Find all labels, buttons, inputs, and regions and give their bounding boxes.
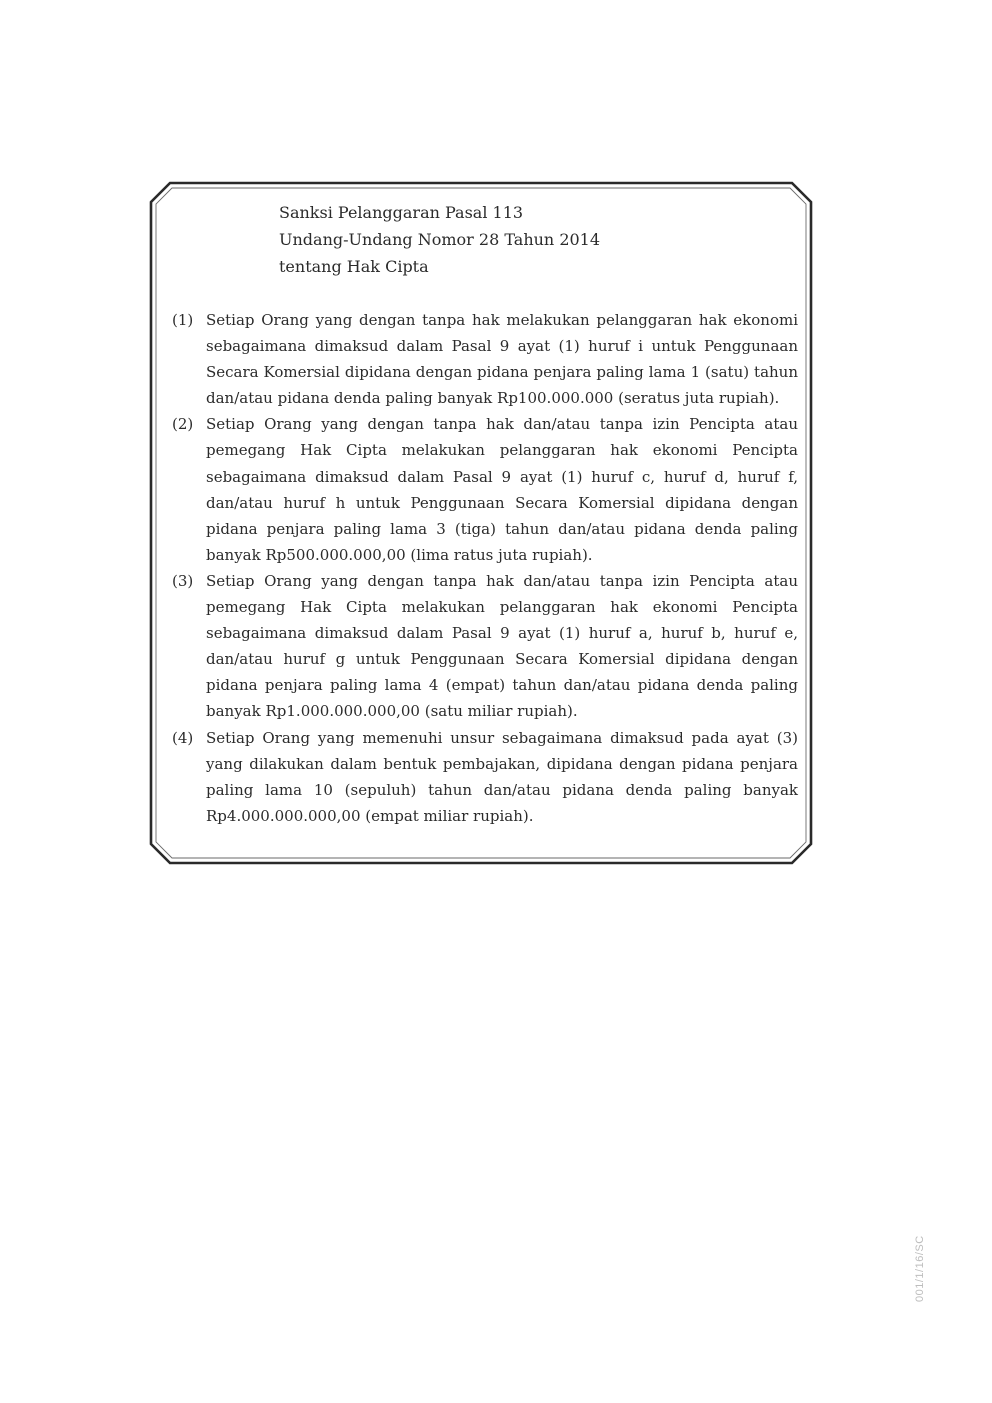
sanction-list [172,307,798,829]
item-text: Setiap Orang yang dengan tanpa hak dan/atau tanpa izin Pencipta atau pemegang Hak Cipta melakukan pelanggaran hak ekonomi Pencipta sebagaimana dimaksud dalam Pasal 9 ayat (1) huruf a, huruf b, huruf e, dan/atau huruf g untuk Penggunaan Secara Komersial dipidana dengan pidana penjara paling lama 4 (empat) tahun dan/atau pidana denda paling banyak Rp1.000.000.000,00 (satu miliar rupiah). [206,571,798,721]
side-print-code: 001/1/16/SC [914,1235,926,1302]
item-text: Setiap Orang yang dengan tanpa hak melakukan pelanggaran hak ekonomi sebagaimana dimaksud dalam Pasal 9 ayat (1) huruf i untuk Penggunaan Secara Komersial dipidana dengan pidana penjara paling lama 1 (satu) tahun dan/atau pidana denda paling banyak Rp100.000.000 (seratus juta rupiah). [206,311,798,408]
item-number: (4) [172,728,194,747]
item-text: Setiap Orang yang dengan tanpa hak dan/atau tanpa izin Pencipta atau pemegang Hak Cipta melakukan pelanggaran hak ekonomi Pencipta sebagaimana dimaksud dalam Pasal 9 ayat (1) huruf c, huruf d, huruf f, dan/atau huruf h untuk Penggunaan Secara Komersial dipidana dengan pidana penjara paling lama 3 (tiga) tahun dan/atau pidana denda paling banyak Rp500.000.000,00 (lima ratus juta rupiah). [206,415,798,564]
item-number: (3) [172,571,194,590]
sanction-item-4 [172,725,798,829]
item-number: (1) [172,311,194,329]
item-text: Setiap Orang yang memenuhi unsur sebagaimana dimaksud pada ayat (3) yang dilakukan dalam bentuk pembajakan, dipidana dengan pidana penjara paling lama 10 (sepuluh) tahun dan/atau pidana denda paling banyak Rp4.000.000.000,00 (empat miliar rupiah). [206,728,798,825]
heading-line-1: Sanksi Pelanggaran Pasal 113 [279,203,524,222]
sanction-item-3 [172,568,798,725]
sanction-item-2 [172,411,798,568]
heading-line-3: tentang Hak Cipta [279,257,429,276]
notice-heading [279,199,739,280]
item-number: (2) [172,415,194,434]
heading-line-2: Undang-Undang Nomor 28 Tahun 2014 [279,230,601,249]
sanction-item-1 [172,307,798,411]
